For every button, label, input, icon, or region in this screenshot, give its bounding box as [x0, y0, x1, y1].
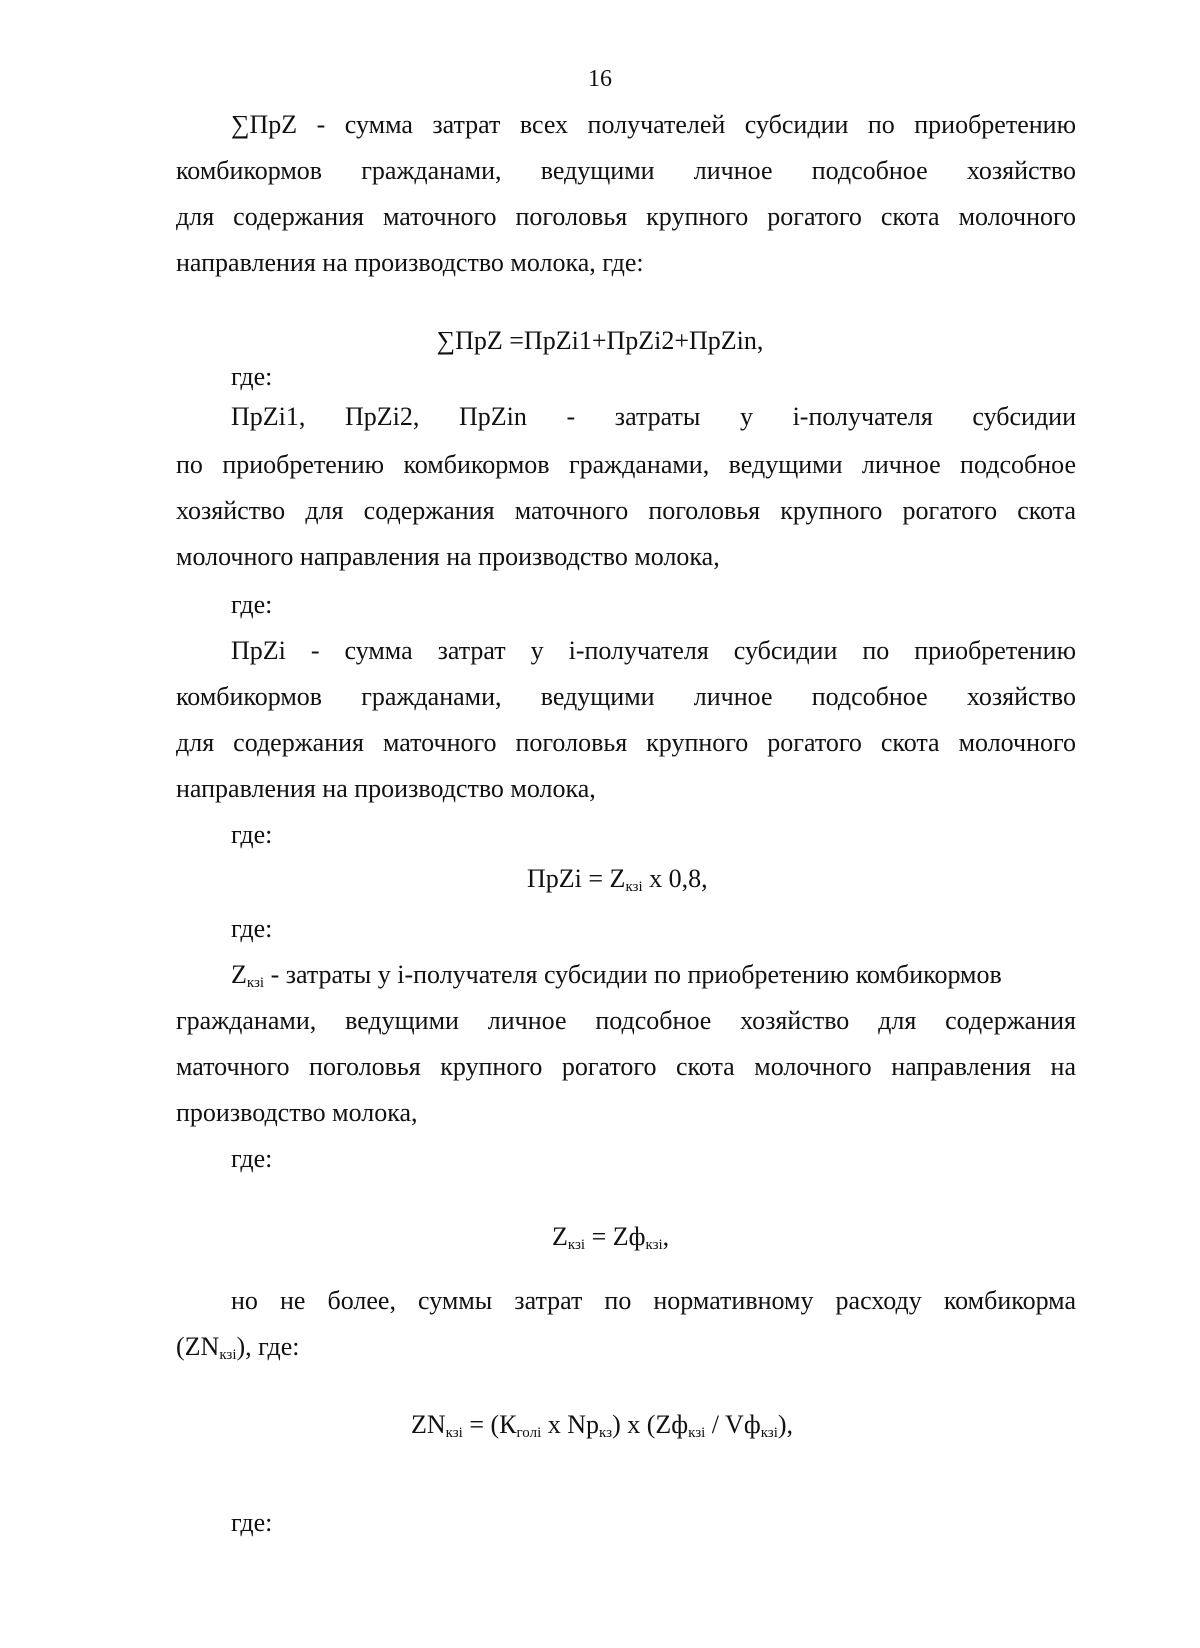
- where-label-6: где:: [231, 1508, 273, 1537]
- para5-line1: но не более, суммы затрат по нормативному расходу комбикорма: [231, 1286, 1076, 1315]
- formula-zkz: $Z_{кзi} = Zф_{кзi}$,: [552, 1222, 670, 1253]
- where-label-5: где:: [231, 1144, 273, 1173]
- para1-line4: направления на производство молока, где:: [176, 248, 644, 277]
- para3-line1: ПрZi - сумма затрат у i-получателя субсидии по приобретению: [231, 636, 1076, 665]
- para3-line4: направления на производство молока,: [176, 774, 596, 803]
- formula-znkz: $ZN_{кзi} = (К_{голi}$ x $Np_{кз}$) x $(Zф_{кзi} / Vф_{кзi})$,: [411, 1410, 794, 1441]
- para2-line1: ПрZi1, ПрZi2, ПрZin - затраты у i-получателя субсидии: [231, 402, 1076, 431]
- para2-line2: по приобретению комбикормов гражданами, ведущими личное подсобное: [176, 450, 1076, 479]
- para4-line3: маточного поголовья крупного рогатого скота молочного направления на: [176, 1052, 1076, 1081]
- where-label-3: где:: [231, 820, 273, 849]
- para4-line4: производство молока,: [176, 1098, 418, 1127]
- page-number: 16: [588, 66, 612, 92]
- formula-sum: ∑ПрZ =ПрZi1+ПрZi2+ПрZin,: [436, 326, 764, 355]
- where-label-4: где:: [231, 914, 273, 943]
- para3-line3: для содержания маточного поголовья крупного рогатого скота молочного: [176, 728, 1076, 757]
- para3-line2: комбикормов гражданами, ведущими личное подсобное хозяйство: [176, 682, 1076, 711]
- para1-line2: комбикормов гражданами, ведущими личное подсобное хозяйство: [176, 156, 1076, 185]
- where-label-1: где:: [231, 362, 273, 391]
- para1-line1: ∑ПрZ - сумма затрат всех получателей субсидии по приобретению: [231, 110, 1076, 139]
- para1-line3: для содержания маточного поголовья крупного рогатого скота молочного: [176, 202, 1076, 231]
- para2-line4: молочного направления на производство молока,: [176, 542, 720, 571]
- where-label-2: где:: [231, 590, 273, 619]
- para4-line2: гражданами, ведущими личное подсобное хозяйство для содержания: [176, 1006, 1076, 1035]
- formula-prz: ПрZi = $Z_{кзi}$ x 0,8,: [527, 864, 708, 895]
- para4-line1: $Z_{кзi}$ - затраты у i-получателя субсидии по приобретению комбикормов: [231, 960, 1002, 991]
- para5-line2: $(ZN_{кзi})$, где:: [176, 1332, 300, 1363]
- para2-line3: хозяйство для содержания маточного поголовья крупного рогатого скота: [176, 496, 1076, 525]
